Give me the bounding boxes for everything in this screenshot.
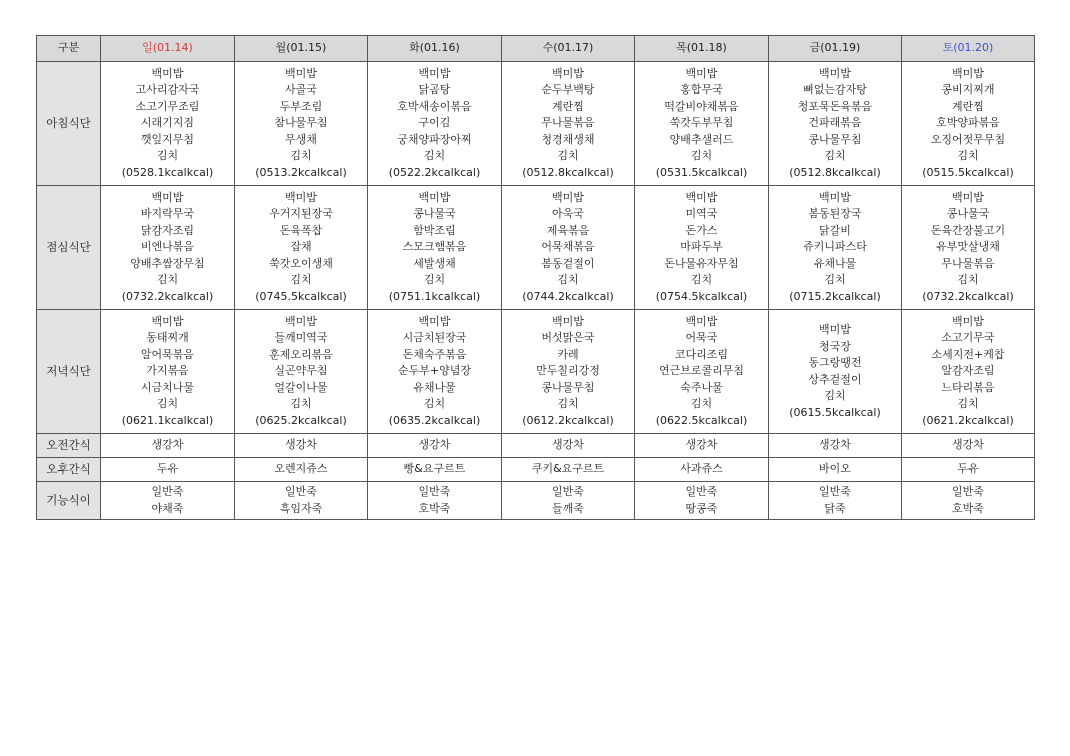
- menu-item: 훈제오리볶음: [269, 347, 333, 361]
- menu-item: 알어묵볶음: [140, 347, 195, 361]
- menu-item: 김치: [690, 397, 713, 411]
- menu-item: 숙주나물: [680, 380, 723, 394]
- menu-item: 함박조림: [413, 223, 456, 237]
- menu-cell: [769, 62, 902, 186]
- menu-cell: [235, 186, 368, 310]
- menu-item: 알감자조림: [941, 364, 995, 378]
- menu-cell: [368, 186, 502, 310]
- menu-cell: [235, 62, 368, 186]
- menu-item: 콩나물무침: [541, 380, 595, 394]
- menu-item: 백미밥: [151, 314, 184, 328]
- menu-cell: [368, 458, 502, 482]
- menu-item: 얼갈이나물: [274, 380, 328, 394]
- menu-item: 닭감자조림: [140, 223, 195, 237]
- menu-item: 소세지전+케찹: [931, 347, 1005, 361]
- row-label: 기능식이: [37, 482, 101, 520]
- menu-item: 백미밥: [819, 323, 851, 336]
- menu-cell: [502, 186, 635, 310]
- menu-cell: [502, 310, 635, 434]
- menu-item: 어묵채볶음: [541, 240, 595, 254]
- menu-item: 백미밥: [285, 314, 317, 328]
- menu-cell: [635, 310, 769, 434]
- header-day-wed: 수(01.17): [502, 36, 635, 62]
- menu-item: 김치: [156, 273, 179, 287]
- menu-item: (0744.2kcalkcal): [522, 289, 614, 303]
- menu-item: 김치: [557, 149, 579, 163]
- menu-item: 두유: [957, 462, 979, 476]
- menu-item: 백미밥: [952, 314, 984, 328]
- menu-item: 김치: [957, 397, 979, 411]
- row-dinner: [37, 310, 1035, 434]
- menu-item: (0513.2kcalkcal): [255, 165, 347, 179]
- menu-item: 김치: [423, 273, 446, 287]
- menu-cell: [368, 310, 502, 434]
- menu-item: 김치: [156, 149, 179, 163]
- menu-cell: [101, 434, 235, 458]
- menu-item: 어묵국: [685, 331, 718, 345]
- menu-cell: [101, 310, 235, 434]
- menu-cell: [101, 186, 235, 310]
- menu-item: (0512.8kcalkcal): [522, 165, 614, 179]
- menu-item: 구이김: [418, 116, 451, 130]
- menu-item: 김치: [557, 397, 579, 411]
- menu-item: (0515.5kcalkcal): [922, 165, 1014, 179]
- menu-cell: [769, 482, 902, 520]
- menu-cell: [902, 482, 1035, 520]
- menu-item: (0522.2kcalkcal): [388, 165, 481, 179]
- menu-item: 일반죽: [952, 485, 984, 498]
- menu-cell: [235, 458, 368, 482]
- menu-item: 백미밥: [819, 190, 851, 204]
- menu-item: 김치: [557, 273, 579, 287]
- menu-item: 제육볶음: [546, 223, 590, 237]
- menu-item: (0635.2kcalkcal): [388, 413, 481, 427]
- menu-item: 청경채생채: [541, 132, 595, 146]
- menu-item: 소고기무국: [941, 331, 995, 345]
- menu-item: 들깨미역국: [274, 331, 328, 345]
- menu-item: 김치: [423, 149, 446, 163]
- menu-item: (0621.1kcalkcal): [121, 413, 214, 427]
- menu-item: 김치: [824, 389, 846, 402]
- menu-item: 빵&요구르트: [403, 462, 466, 476]
- menu-item: 생강차: [819, 438, 851, 452]
- menu-item: 김치: [824, 273, 846, 287]
- menu-item: 스모크햄볶음: [402, 240, 467, 254]
- header-day-sun: 일(01.14): [101, 36, 235, 62]
- menu-cell: [635, 186, 769, 310]
- menu-item: 청국장: [819, 339, 851, 353]
- menu-item: (0754.5kcalkcal): [655, 289, 748, 303]
- row-afternoon-snack: [37, 458, 1035, 482]
- menu-cell: [635, 458, 769, 482]
- menu-item: 들깨죽: [552, 501, 584, 515]
- menu-item: 순두부백탕: [541, 83, 595, 97]
- menu-item: 일반죽: [819, 485, 851, 498]
- menu-item: (0625.2kcalkcal): [255, 413, 347, 427]
- menu-item: 김치: [290, 397, 312, 411]
- menu-item: 쿠키&요구르트: [531, 462, 605, 476]
- menu-item: 느타리볶음: [941, 380, 995, 394]
- menu-item: 생강차: [552, 438, 584, 452]
- header-day-sat: 토(01.20): [902, 36, 1035, 62]
- menu-item: 백미밥: [685, 314, 718, 328]
- menu-item: 호박새송이볶음: [397, 99, 472, 113]
- menu-cell: [235, 434, 368, 458]
- menu-item: (0615.5kcalkcal): [789, 405, 881, 419]
- menu-item: 봄동된장국: [808, 207, 862, 221]
- menu-item: 백미밥: [952, 190, 984, 204]
- menu-item: 마파두부: [680, 240, 723, 254]
- menu-item: 상추겉절이: [808, 372, 862, 386]
- menu-item: 가지볶음: [146, 364, 189, 378]
- row-breakfast: [37, 62, 1035, 186]
- menu-item: 아욱국: [552, 207, 584, 221]
- menu-item: 소고기무조림: [135, 99, 200, 113]
- menu-item: 백미밥: [819, 66, 851, 80]
- row-morning-snack: [37, 434, 1035, 458]
- menu-item: 쥬키니파스타: [803, 240, 867, 254]
- menu-item: 일반죽: [418, 485, 451, 498]
- menu-item: 생강차: [285, 438, 317, 452]
- menu-item: 고사리감자국: [135, 83, 200, 97]
- header-day-tue: 화(01.16): [368, 36, 502, 62]
- header-day-thu: 목(01.18): [635, 36, 769, 62]
- menu-item: 콩나물국: [946, 207, 990, 221]
- menu-item: 쑥갓오이생채: [269, 256, 333, 270]
- menu-item: 백미밥: [952, 66, 984, 80]
- menu-cell: [902, 310, 1035, 434]
- menu-cell: [101, 458, 235, 482]
- menu-item: 닭곰탕: [418, 83, 451, 97]
- header-day-mon: 월(01.15): [235, 36, 368, 62]
- menu-item: 백미밥: [552, 190, 584, 204]
- menu-item: (0745.5kcalkcal): [255, 289, 347, 303]
- menu-item: 무나물볶음: [541, 116, 595, 130]
- menu-item: 떡갈비야채볶음: [664, 99, 739, 113]
- menu-item: 무나물볶음: [941, 256, 995, 270]
- menu-cell: [502, 62, 635, 186]
- menu-cell: [902, 434, 1035, 458]
- menu-item: 유부맛살냉채: [936, 240, 1000, 254]
- menu-cell: [502, 458, 635, 482]
- menu-item: 돈육간장불고기: [930, 223, 1006, 237]
- menu-item: 건파래볶음: [808, 116, 862, 130]
- menu-item: 생강차: [952, 438, 984, 452]
- menu-cell: [635, 62, 769, 186]
- menu-item: (0531.5kcalkcal): [655, 165, 748, 179]
- row-label: 아침식단: [37, 62, 101, 186]
- menu-item: 사과쥬스: [680, 462, 723, 476]
- row-label: 저녁식단: [37, 310, 101, 434]
- menu-item: 닭죽: [824, 501, 846, 515]
- menu-item: 계란찜: [952, 99, 984, 113]
- menu-item: 동그랑땡전: [808, 356, 862, 369]
- menu-item: 순두부+양념장: [398, 364, 471, 378]
- menu-cell: [235, 310, 368, 434]
- menu-cell: [368, 482, 502, 520]
- menu-item: 바이오: [819, 462, 851, 476]
- menu-item: 돈채숙주볶음: [402, 347, 467, 361]
- menu-item: 백미밥: [418, 66, 451, 80]
- menu-item: 오징어젓무무침: [930, 132, 1006, 146]
- menu-item: (0612.2kcalkcal): [522, 413, 614, 427]
- menu-cell: [769, 310, 902, 434]
- menu-item: 돈육폭찹: [279, 223, 323, 237]
- menu-item: (0715.2kcalkcal): [789, 289, 881, 303]
- menu-body: [37, 62, 1035, 520]
- menu-item: 김치: [957, 149, 979, 163]
- menu-item: 생강차: [418, 438, 451, 452]
- menu-cell: [635, 434, 769, 458]
- menu-item: (0732.2kcalkcal): [922, 289, 1014, 303]
- menu-item: 홍합무국: [680, 83, 723, 97]
- menu-item: 코다리조림: [674, 347, 729, 361]
- menu-item: 김치: [824, 149, 846, 163]
- menu-item: 일반죽: [685, 485, 718, 498]
- menu-item: 호박양파볶음: [936, 116, 1000, 130]
- menu-cell: [902, 62, 1035, 186]
- menu-item: 김치: [957, 273, 979, 287]
- menu-item: (0528.1kcalkcal): [121, 165, 214, 179]
- menu-item: 김치: [690, 273, 713, 287]
- menu-item: 실곤약무침: [274, 364, 328, 378]
- menu-item: 김치: [423, 397, 446, 411]
- header-row: [37, 36, 1035, 62]
- menu-item: 만두칠리강정: [536, 364, 600, 378]
- menu-item: 돈가스: [685, 223, 718, 237]
- menu-item: 잡채: [290, 240, 312, 254]
- menu-item: 호박죽: [952, 501, 984, 515]
- menu-item: 동태찌개: [146, 331, 189, 345]
- menu-item: 백미밥: [552, 314, 584, 328]
- menu-item: 김치: [290, 273, 312, 287]
- menu-item: 백미밥: [285, 190, 317, 204]
- menu-item: 세발생채: [413, 256, 456, 270]
- menu-item: 김치: [690, 149, 713, 163]
- menu-cell: [502, 434, 635, 458]
- menu-item: 유채나물: [813, 256, 857, 270]
- menu-cell: [368, 62, 502, 186]
- menu-cell: [902, 186, 1035, 310]
- menu-cell: [101, 482, 235, 520]
- menu-cell: [902, 458, 1035, 482]
- menu-item: 쑥갓두부무침: [669, 116, 734, 130]
- menu-item: 백미밥: [418, 190, 451, 204]
- menu-item: 바지락무국: [140, 207, 195, 221]
- menu-item: 궁채양파장아찌: [397, 132, 472, 146]
- menu-item: 백미밥: [151, 66, 184, 80]
- menu-item: 돈나물유자무침: [664, 256, 739, 270]
- menu-item: 백미밥: [552, 66, 584, 80]
- menu-table: [36, 35, 1035, 520]
- menu-item: 버섯맑은국: [541, 331, 595, 345]
- menu-item: 우거지된장국: [269, 207, 333, 221]
- menu-cell: [101, 62, 235, 186]
- menu-item: 콩나물무침: [808, 132, 862, 146]
- menu-item: 미역국: [685, 207, 718, 221]
- menu-cell: [502, 482, 635, 520]
- menu-item: 일반죽: [151, 485, 184, 498]
- header-category: 구분: [37, 36, 101, 62]
- menu-item: 콩비지찌개: [941, 83, 995, 97]
- menu-cell: [368, 434, 502, 458]
- menu-item: 생강차: [151, 438, 184, 452]
- menu-item: 생강차: [685, 438, 718, 452]
- menu-item: 봄동겉절이: [541, 256, 595, 270]
- menu-item: 두유: [156, 462, 179, 476]
- row-label: 점심식단: [37, 186, 101, 310]
- menu-item: 비엔나볶음: [140, 240, 195, 254]
- header-day-fri: 금(01.19): [769, 36, 902, 62]
- menu-item: 백미밥: [418, 314, 451, 328]
- menu-item: 닭갈비: [819, 223, 851, 237]
- menu-item: 백미밥: [685, 190, 718, 204]
- menu-item: 호박죽: [418, 501, 451, 515]
- menu-item: 백미밥: [685, 66, 718, 80]
- menu-item: 유채나물: [413, 380, 456, 394]
- menu-item: 참나물무침: [274, 116, 328, 130]
- menu-item: 백미밥: [151, 190, 184, 204]
- menu-item: 오렌지쥬스: [274, 462, 328, 476]
- menu-item: 백미밥: [285, 66, 317, 80]
- menu-item: 무생채: [285, 132, 317, 146]
- row-label: 오후간식: [37, 458, 101, 482]
- row-label: 오전간식: [37, 434, 101, 458]
- menu-item: (0751.1kcalkcal): [388, 289, 481, 303]
- menu-item: 흑임자죽: [279, 501, 323, 515]
- menu-item: 땅콩죽: [685, 501, 718, 515]
- menu-item: 김치: [290, 149, 312, 163]
- row-special-diet: [37, 482, 1035, 520]
- menu-item: 일반죽: [552, 485, 584, 498]
- menu-item: 두부조림: [279, 99, 323, 113]
- menu-item: 시금치된장국: [402, 331, 467, 345]
- menu-item: (0622.5kcalkcal): [655, 413, 748, 427]
- menu-item: 카레: [557, 347, 579, 361]
- menu-item: 양배추쌈장무침: [130, 256, 205, 270]
- menu-item: (0512.8kcalkcal): [789, 165, 881, 179]
- row-lunch: [37, 186, 1035, 310]
- menu-item: 시금치나물: [140, 380, 195, 394]
- menu-item: 뼈없는감자탕: [803, 83, 867, 97]
- menu-cell: [769, 186, 902, 310]
- menu-item: 콩나물국: [413, 207, 456, 221]
- menu-item: 시래기지짐: [140, 116, 195, 130]
- menu-item: 양배추샐러드: [669, 132, 734, 146]
- menu-item: 사골국: [285, 83, 317, 97]
- menu-item: 일반죽: [285, 485, 317, 498]
- menu-item: 연근브로콜리무침: [658, 364, 744, 378]
- menu-item: 김치: [156, 397, 179, 411]
- menu-cell: [769, 434, 902, 458]
- menu-item: (0732.2kcalkcal): [121, 289, 214, 303]
- menu-item: (0621.2kcalkcal): [922, 413, 1014, 427]
- menu-cell: [769, 458, 902, 482]
- menu-cell: [235, 482, 368, 520]
- menu-item: 깻잎지무침: [140, 132, 195, 146]
- menu-item: 청포묵돈육볶음: [797, 99, 873, 113]
- menu-cell: [635, 482, 769, 520]
- menu-item: 계란찜: [552, 99, 584, 113]
- menu-item: 야채죽: [151, 501, 184, 515]
